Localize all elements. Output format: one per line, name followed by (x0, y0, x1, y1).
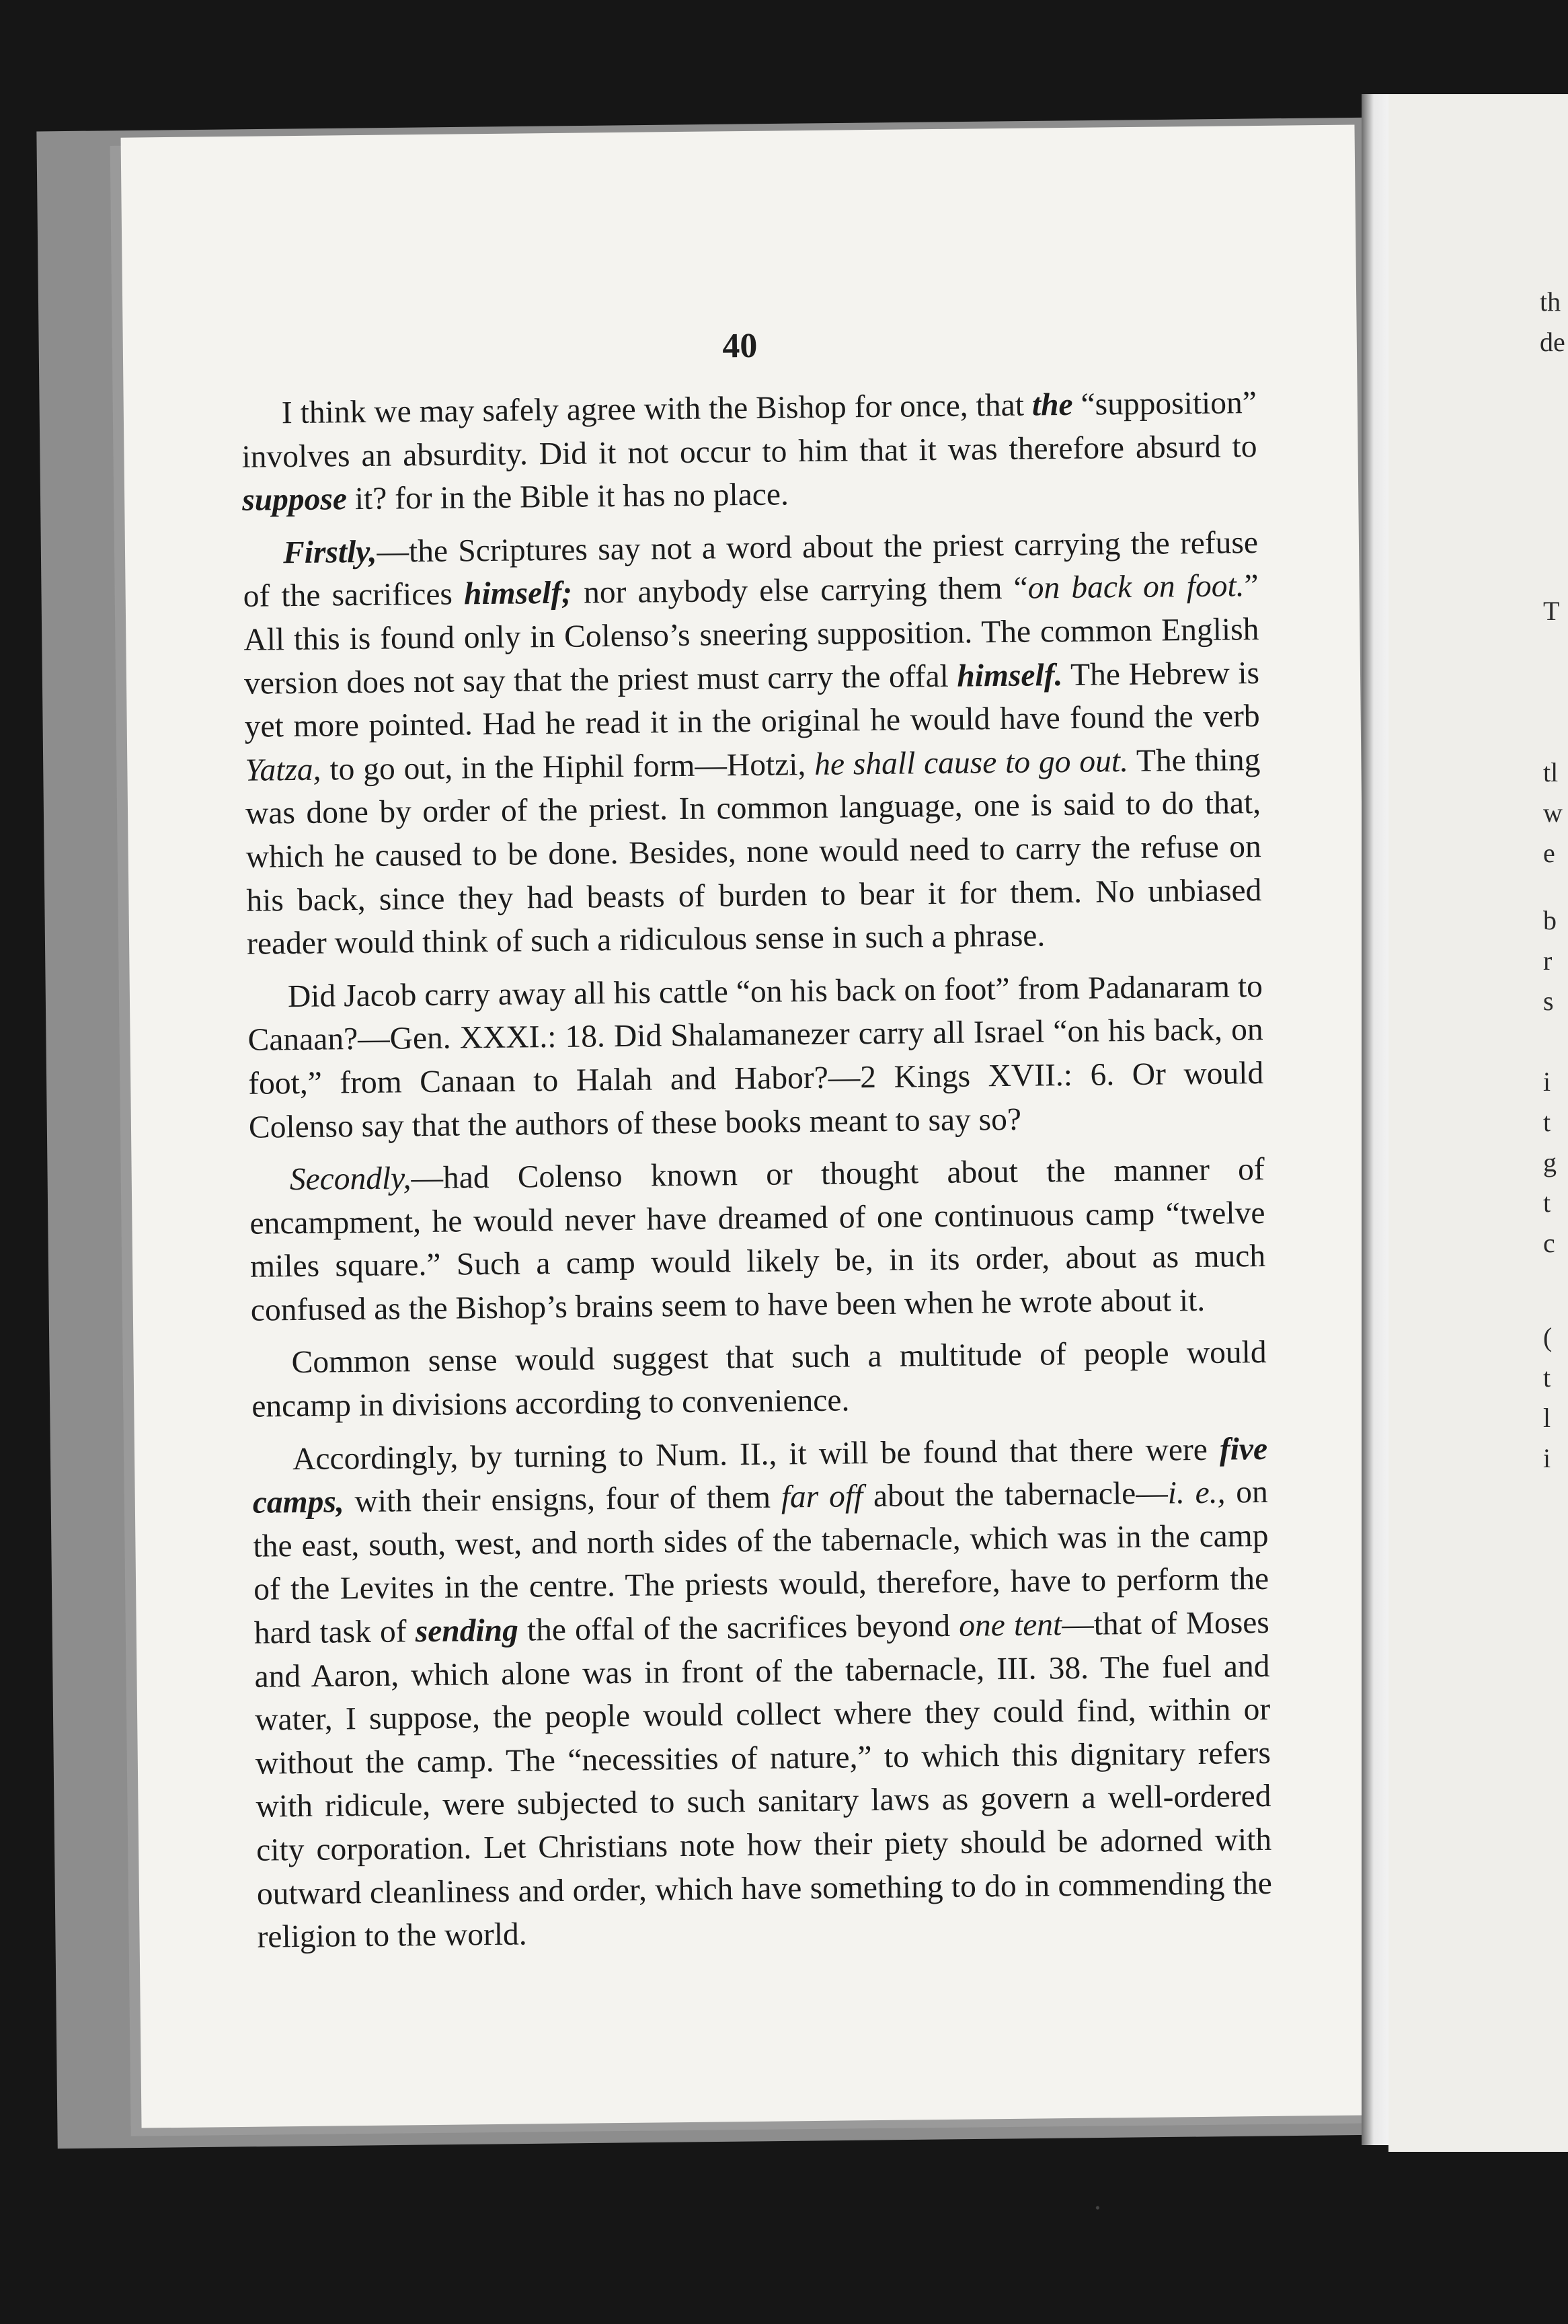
adjacent-page-fragment: g (1543, 1147, 1557, 1177)
emphasized-text: on back on foot. (1027, 568, 1245, 606)
emphasized-text: one tent (958, 1607, 1062, 1643)
adjacent-page-fragment: b (1543, 905, 1557, 935)
adjacent-page-fragment: ( (1543, 1322, 1553, 1352)
text-run: to go out, in the Hiphil form—Hotzi, (321, 746, 815, 787)
emphasized-text: five camps, (252, 1431, 1268, 1520)
emphasized-text: Secondly, (289, 1161, 411, 1198)
book-gutter (1362, 94, 1388, 2145)
text-run: it? for in the Bible it has no place. (346, 477, 789, 517)
text-run: with their ensigns, four of them (344, 1479, 782, 1520)
adjacent-page-fragment: i (1543, 1067, 1551, 1097)
emphasized-text: i. e., (1167, 1475, 1226, 1511)
text-run: nor anybody else carrying them “ (572, 570, 1029, 611)
body-text (241, 381, 1273, 1959)
adjacent-page-fragment: t (1543, 1362, 1551, 1393)
emphasized-text: himself. (957, 657, 1063, 694)
text-run: about the tabernacle— (862, 1475, 1169, 1514)
text-run: I think we may safely agree with the Bishop for once, that (281, 387, 1033, 431)
text-run: The thing was done by order of the priest. In common language, one is said to do that, which he caused to be done. Besides, none would need to carry the refuse on his back, since they had beasts of burden to bear it for them. No unbiased reader would think of such a ridiculous sense in such a phrase. (245, 742, 1262, 962)
text-run: Common sense would suggest that such a multitude of people would encamp in divisions according to convenience. (251, 1335, 1267, 1424)
text-run: —had Colenso known or thought about the manner of encampment, he would never have dreamed of one continuous camp “twelve miles square.” Such a camp would likely be, in its order, about as much confused as the Bishop’s brains seem to have been when he wrote about it. (249, 1152, 1266, 1328)
text-run: Accordingly, by turning to Num. II., it will be found that there were (292, 1432, 1220, 1477)
text-run: Did Jacob carry away all his cattle “on his back on foot” from Padanaram to Canaan?—Gen. XXXI.: 18. Did Shalamanezer carry all Israel “on his back, on foot,” from Canaan to Halah and Habor?—2 Kings XVII.: 6. Or would Colenso say that the authors of these books meant to say so? (247, 968, 1264, 1145)
emphasized-text: the (1031, 387, 1073, 423)
adjacent-page-fragment: i (1543, 1443, 1551, 1473)
paragraph (247, 965, 1265, 1149)
paragraph (252, 1428, 1273, 1960)
text-run: ” All this is found only in Colenso’s sneering supposition. The common English version does not say that the priest must carry the offal (243, 568, 1259, 701)
adjacent-page-fragment: t (1543, 1107, 1551, 1137)
adjacent-page-fragment: l (1543, 1403, 1551, 1433)
emphasized-text: far off (781, 1479, 863, 1515)
adjacent-page-fragment: T (1543, 596, 1560, 626)
page-number: 40 (722, 326, 758, 366)
text-run: —the Scriptures say not a word about the priest carrying the refuse of the sacrifices (243, 525, 1259, 615)
text-run: on the east, south, west, and north sides of the tabernacle, which was in the camp of the Levites in the centre. The priests would, therefore, have to perform the hard task of (253, 1475, 1269, 1651)
adjacent-page-fragment: tl (1543, 757, 1559, 787)
emphasized-text: sending (415, 1613, 519, 1650)
adjacent-page-fragment: w (1543, 798, 1563, 828)
adjacent-page-fragment: s (1543, 986, 1554, 1016)
text-run: —that of Moses and Aaron, which alone was in front of the tabernacle, III. 38. The fuel and water, I suppose, the people would collect where they could find, within or without the camp. The “necessities of nature,” to which this dignitary refers with ridicule, were subjected to such sanitary laws as govern a well-ordered city corporation. Let Christians note how their piety should be adorned with outward cleanliness and order, which have something to do in commending the religion to the world. (254, 1604, 1273, 1955)
emphasized-text: Firstly, (282, 534, 377, 570)
adjacent-page-fragment: e (1543, 838, 1555, 868)
adjacent-page-fragment: c (1543, 1228, 1555, 1258)
emphasized-text: Yatza, (245, 752, 321, 788)
paragraph (241, 381, 1258, 522)
emphasized-text: he shall cause to go out. (814, 743, 1129, 782)
paragraph (251, 1331, 1267, 1428)
emphasized-text: himself; (463, 576, 573, 612)
adjacent-page-fragment: t (1543, 1188, 1551, 1218)
text-run: The Hebrew is yet more pointed. Had he read it in the original he would have found the verb (244, 655, 1260, 744)
adjacent-page-fragment: th (1540, 286, 1561, 317)
text-run: the offal of the sacrifices beyond (518, 1608, 959, 1648)
paragraph (249, 1148, 1266, 1332)
adjacent-page-fragment: de (1540, 327, 1565, 357)
adjacent-page-fragment: r (1543, 945, 1553, 976)
emphasized-text: suppose (241, 481, 348, 518)
book-page (121, 124, 1376, 2128)
paragraph (243, 521, 1263, 966)
adjacent-page-edge (1388, 94, 1568, 2152)
text-run: “supposition” involves an absurdity. Did it not occur to him that it was therefore absurd to (241, 385, 1257, 475)
